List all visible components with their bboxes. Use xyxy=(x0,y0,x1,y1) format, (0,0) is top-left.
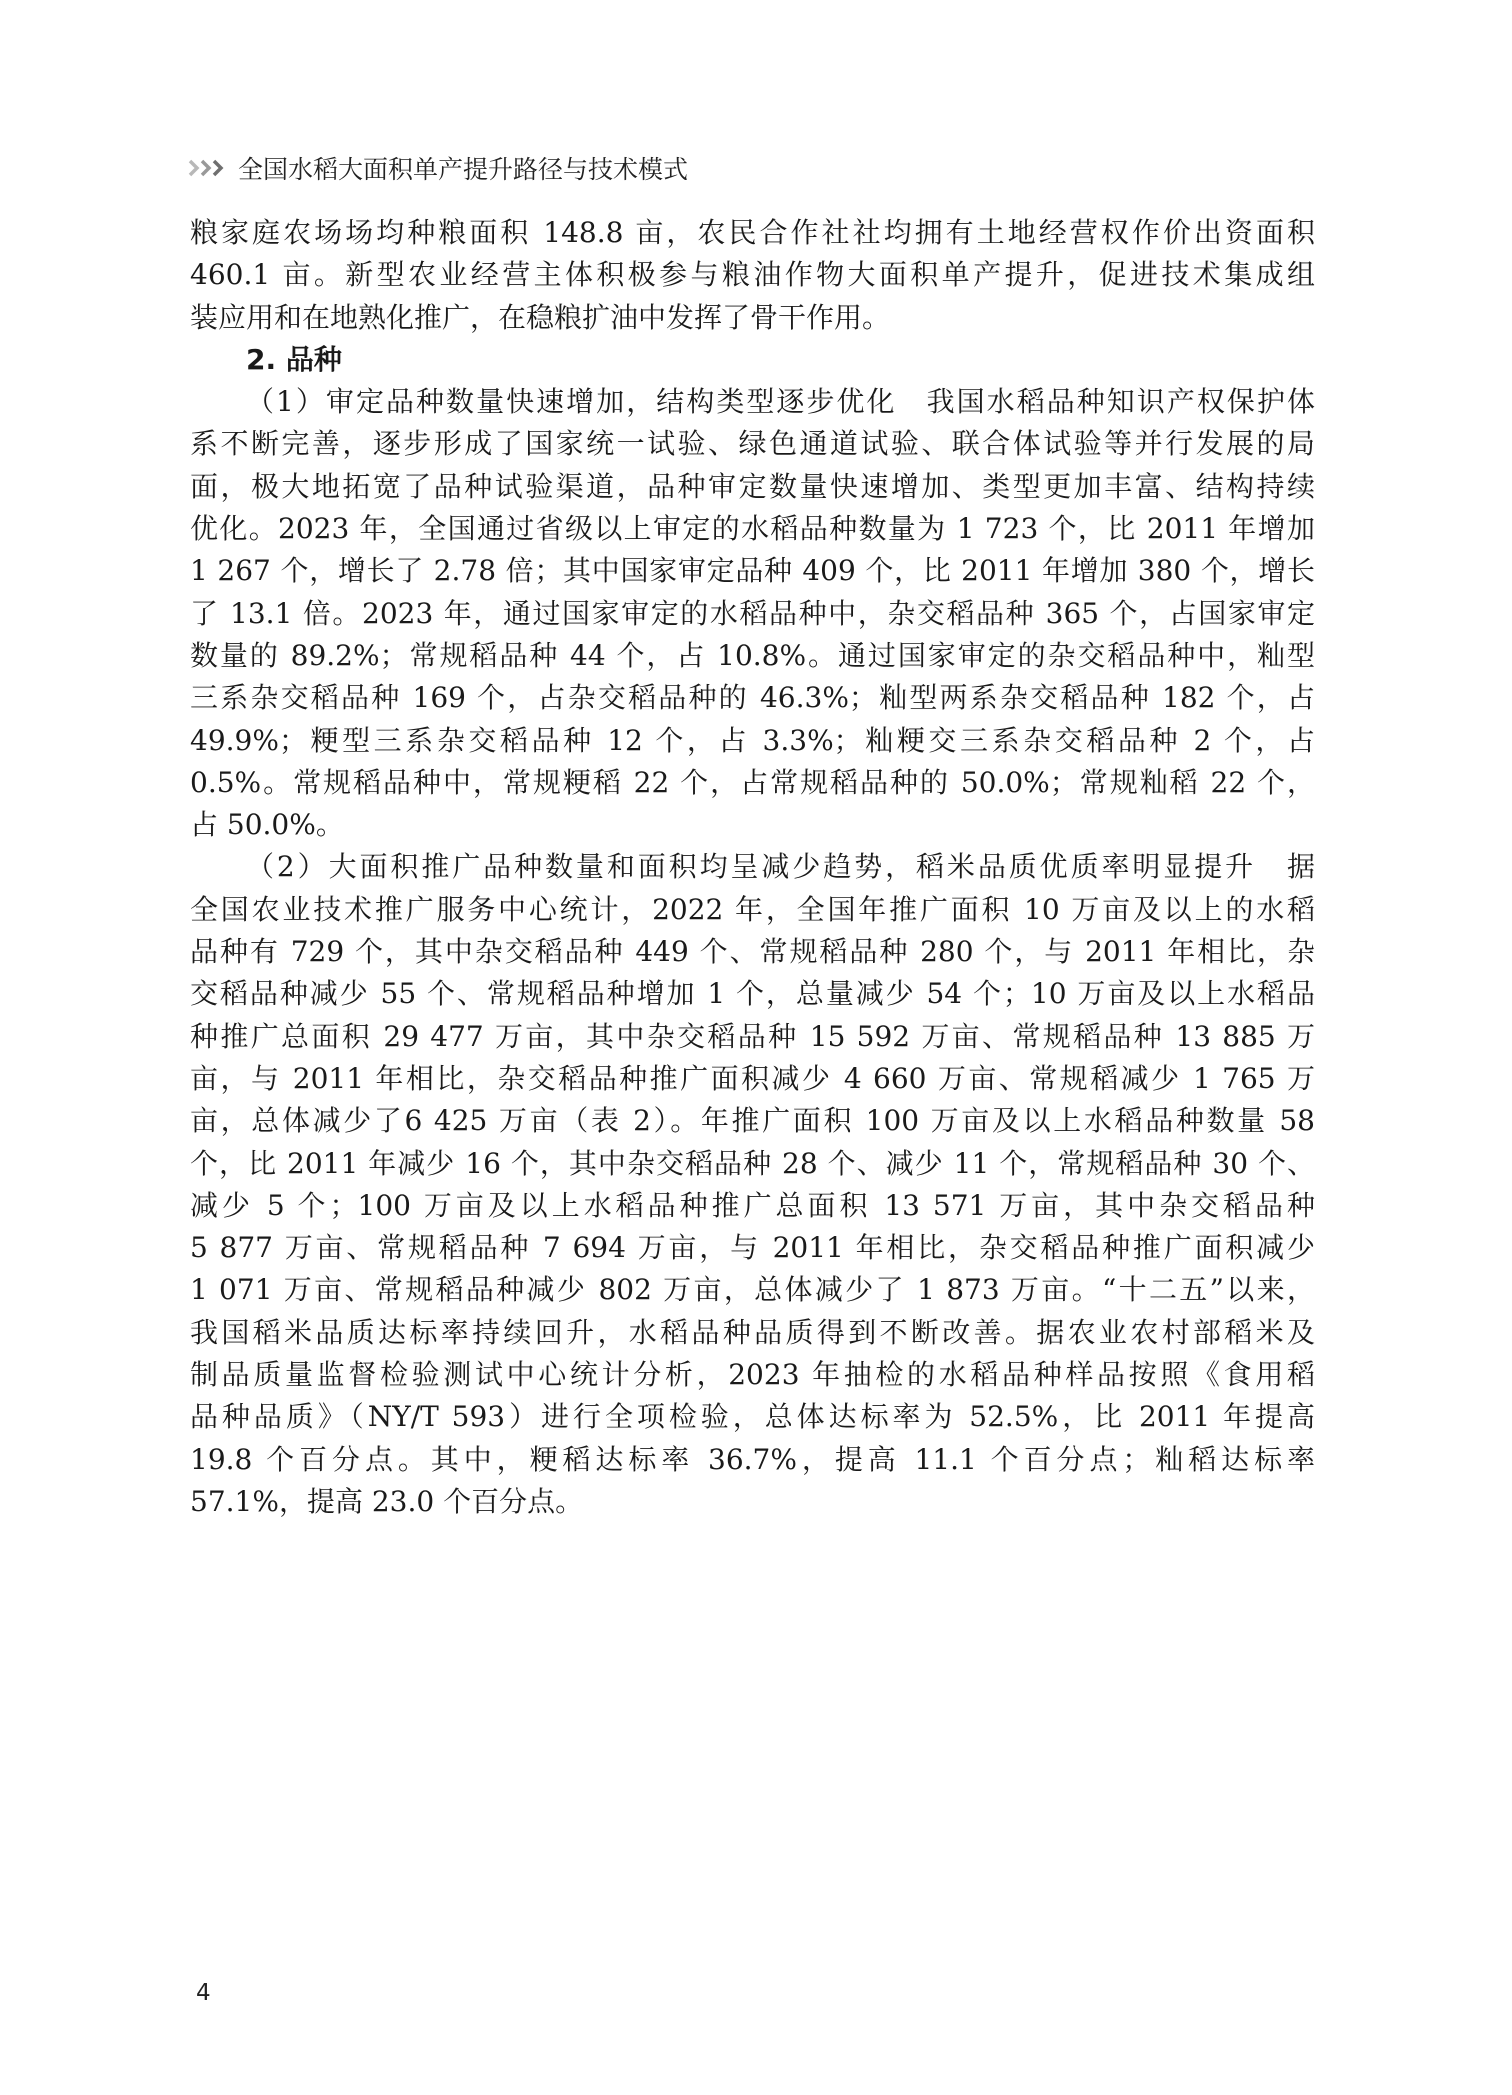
text-line: 我国稻米品质达标率持续回升，水稻品种品质得到不断改善。据农业农村部稻米及 xyxy=(190,1315,1315,1349)
paragraph-variety-approval xyxy=(190,381,1315,846)
text-line: （1）审定品种数量快速增加，结构类型逐步优化 我国水稻品种知识产权保护体 xyxy=(246,385,1315,419)
text-line: 19.8 个百分点。其中，粳稻达标率 36.7%，提高 11.1 个百分点；籼稻达标率 xyxy=(190,1442,1315,1476)
text-line: 57.1%，提高 23.0 个百分点。 xyxy=(190,1484,584,1518)
text-line: 1 267 个，增长了 2.78 倍；其中国家审定品种 409 个，比 2011 年增加 380 个，增长 xyxy=(190,554,1315,588)
text-line: 49.9%；粳型三系杂交稻品种 12 个，占 3.3%；籼粳交三系杂交稻品种 2 个，占 xyxy=(190,723,1315,757)
text-line: 种推广总面积 29 477 万亩，其中杂交稻品种 15 592 万亩、常规稻品种 13 885 万 xyxy=(190,1019,1315,1053)
running-header-title: 全国水稻大面积单产提升路径与技术模式 xyxy=(238,155,689,184)
section-heading: 2. 品种 xyxy=(246,342,342,376)
intro-paragraph xyxy=(190,212,1315,339)
text-line: 全国农业技术推广服务中心统计，2022 年，全国年推广面积 10 万亩及以上的水稻 xyxy=(190,892,1315,926)
text-line: 系不断完善，逐步形成了国家统一试验、绿色通道试验、联合体试验等并行发展的局 xyxy=(190,427,1315,461)
text-line: （2）大面积推广品种数量和面积均呈减少趋势，稻米品质优质率明显提升 据 xyxy=(246,850,1315,884)
paragraph-variety-promotion xyxy=(190,846,1315,1523)
text-line: 了 13.1 倍。2023 年，通过国家审定的水稻品种中，杂交稻品种 365 个，占国家审定 xyxy=(190,596,1315,630)
text-line: 数量的 89.2%；常规稻品种 44 个，占 10.8%。通过国家审定的杂交稻品种中，籼型 xyxy=(190,638,1315,672)
page-body xyxy=(190,212,1315,1523)
text-line: 占 50.0%。 xyxy=(190,808,344,842)
text-line: 品种有 729 个，其中杂交稻品种 449 个、常规稻品种 280 个，与 2011 年相比，杂 xyxy=(190,935,1315,969)
text-line: 亩，与 2011 年相比，杂交稻品种推广面积减少 4 660 万亩、常规稻减少 1 765 万 xyxy=(190,1061,1315,1095)
text-line: 粮家庭农场场均种粮面积 148.8 亩，农民合作社社均拥有土地经营权作价出资面积 xyxy=(190,216,1315,249)
running-header xyxy=(188,148,688,188)
text-line: 制品质量监督检验测试中心统计分析，2023 年抽检的水稻品种样品按照《食用稻 xyxy=(190,1358,1315,1392)
text-line: 装应用和在地熟化推广，在稳粮扩油中发挥了骨干作用。 xyxy=(190,300,891,334)
text-line: 减少 5 个；100 万亩及以上水稻品种推广总面积 13 571 万亩，其中杂交稻品种 xyxy=(190,1188,1315,1222)
text-line: 三系杂交稻品种 169 个，占杂交稻品种的 46.3%；籼型两系杂交稻品种 182 个，占 xyxy=(190,681,1315,715)
text-line: 1 071 万亩、常规稻品种减少 802 万亩，总体减少了 1 873 万亩。“十二五”以来， xyxy=(190,1273,1315,1307)
page-number: 4 xyxy=(196,1980,211,2006)
text-line: 0.5%。常规稻品种中，常规粳稻 22 个，占常规稻品种的 50.0%；常规籼稻 22 个， xyxy=(190,765,1315,799)
text-line: 亩，总体减少了6 425 万亩（表 2）。年推广面积 100 万亩及以上水稻品种数量 58 xyxy=(190,1104,1315,1138)
text-line: 个，比 2011 年减少 16 个，其中杂交稻品种 28 个、减少 11 个，常规稻品种 30 个、 xyxy=(190,1146,1315,1180)
triple-chevron-icon xyxy=(188,158,228,178)
text-line: 品种品质》（NY/T 593）进行全项检验，总体达标率为 52.5%，比 2011 年提高 xyxy=(190,1400,1315,1434)
text-line: 优化。2023 年，全国通过省级以上审定的水稻品种数量为 1 723 个，比 2011 年增加 xyxy=(190,512,1315,546)
text-line: 460.1 亩。新型农业经营主体积极参与粮油作物大面积单产提升，促进技术集成组 xyxy=(190,258,1315,292)
text-line: 交稻品种减少 55 个、常规稻品种增加 1 个，总量减少 54 个；10 万亩及以上水稻品 xyxy=(190,977,1315,1011)
text-line: 面，极大地拓宽了品种试验渠道，品种审定数量快速增加、类型更加丰富、结构持续 xyxy=(190,469,1315,503)
text-line: 5 877 万亩、常规稻品种 7 694 万亩，与 2011 年相比，杂交稻品种推广面积减少 xyxy=(190,1231,1315,1265)
